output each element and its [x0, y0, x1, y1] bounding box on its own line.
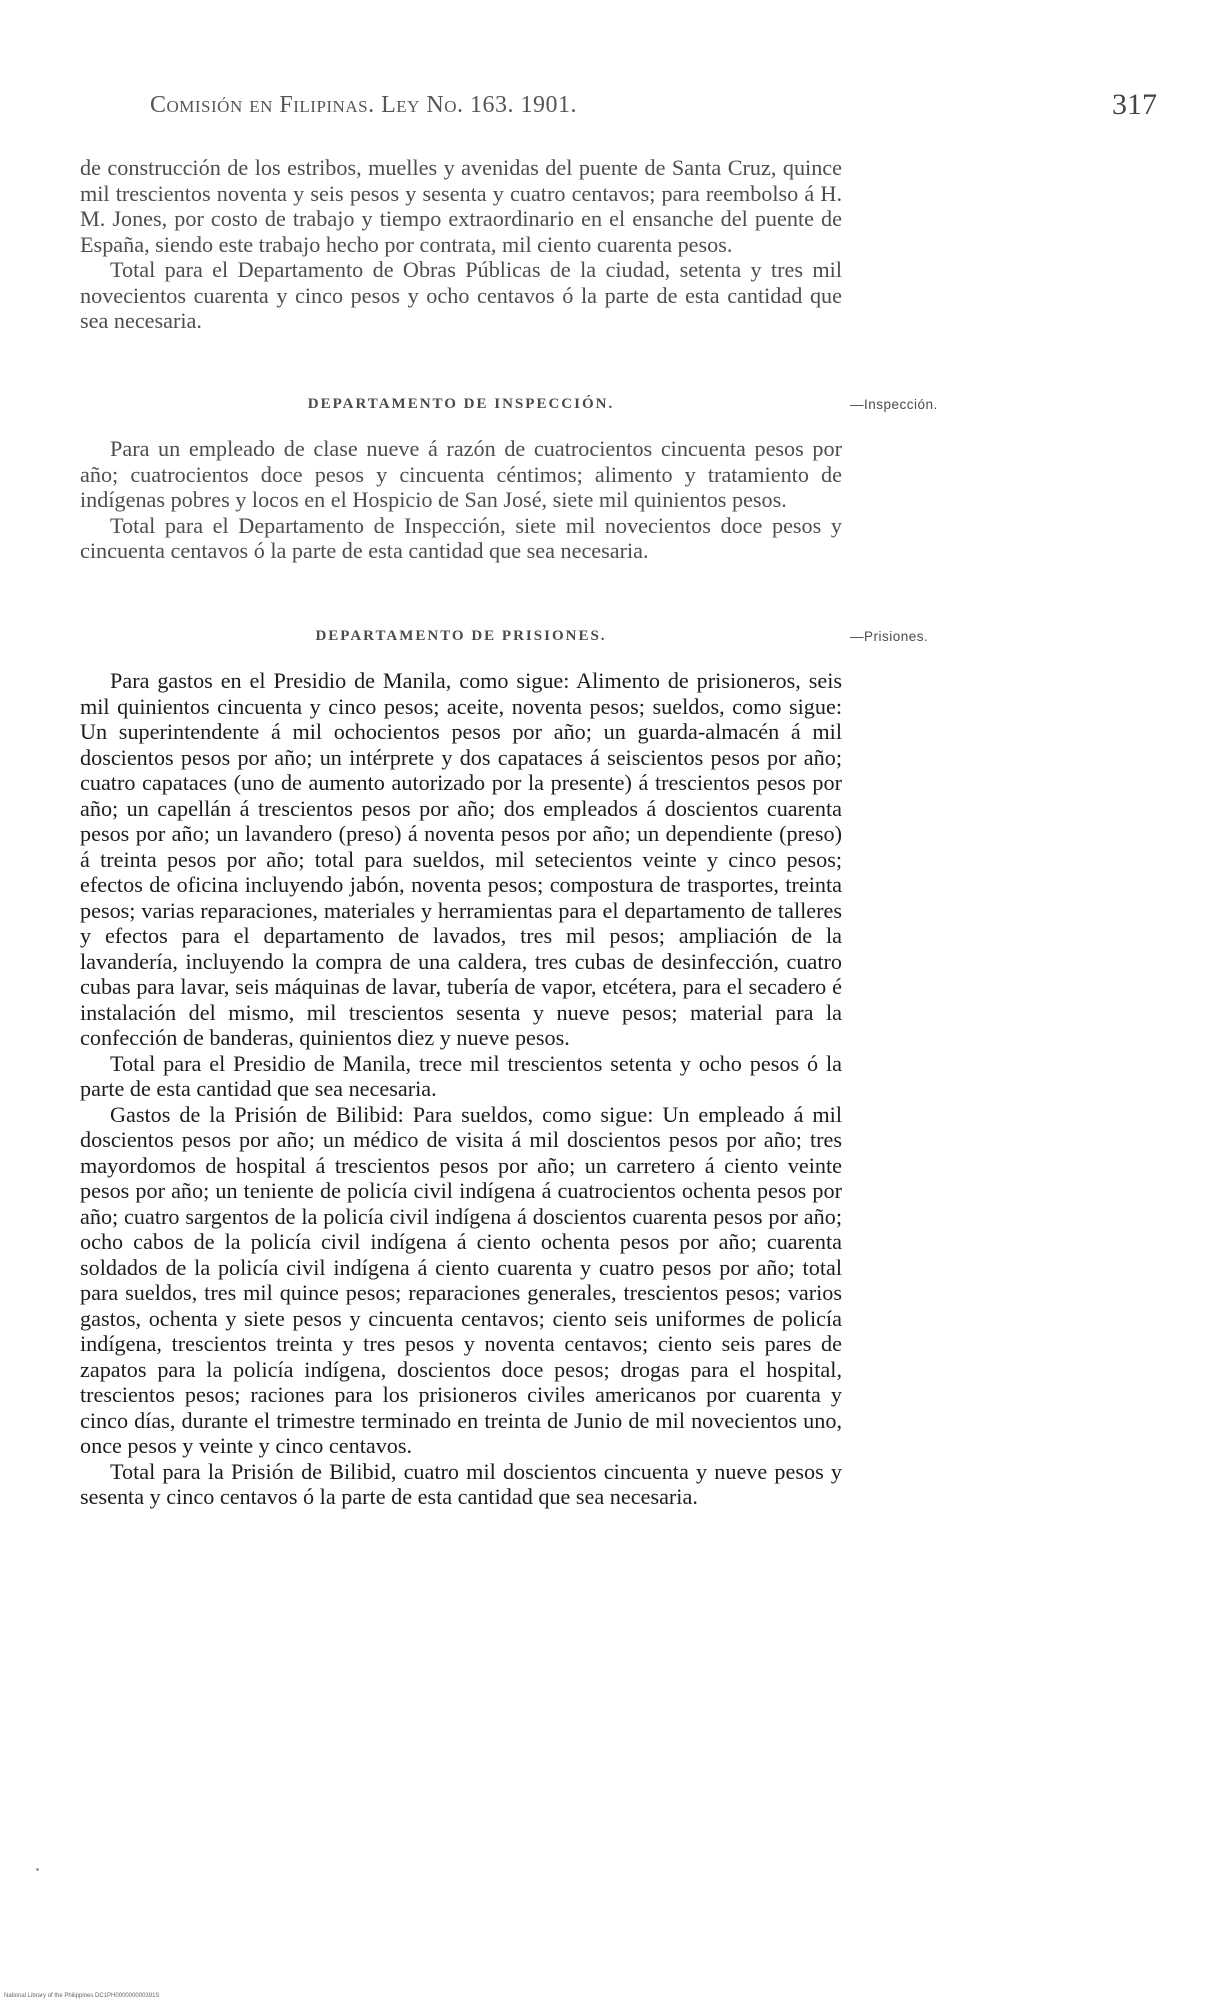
page-number: 317	[1112, 88, 1157, 121]
intro-paragraph-1: de construcción de los estribos, muelles y avenidas del puente de Santa Cruz, quince mil trescientos noventa y seis pesos y sesenta y cuatro centavos; para reembolso á H. M. Jones, por costo de trabajo y tiempo extraordinario en el ensanche del puente de España, siendo este trabajo hecho por contrata, mil ciento cuarenta pesos.	[80, 155, 842, 257]
margin-note-prisiones: —Prisiones.	[850, 629, 929, 644]
heading-prisiones: DEPARTAMENTO DE PRISIONES.	[315, 628, 607, 644]
margin-note-inspeccion: —Inspección.	[850, 397, 938, 412]
heading-inspeccion: DEPARTAMENTO DE INSPECCIÓN.	[307, 396, 615, 412]
intro-block	[80, 155, 842, 334]
scan-speck	[36, 1868, 39, 1871]
library-credit: National Library of the Philippines DC1PH000000000391S	[4, 1993, 160, 1999]
running-title: Comisión en Filipinas. Ley No. 163. 1901.	[150, 92, 578, 118]
inspeccion-paragraph-2: Total para el Departamento de Inspección, siete mil novecientos doce pesos y cincuenta centavos ó la parte de esta cantidad que sea necesaria.	[80, 512, 842, 563]
prisiones-paragraph-1: Para gastos en el Presidio de Manila, como sigue: Alimento de prisioneros, seis mil quinientos cincuenta y cinco pesos; aceite, noventa pesos; sueldos, como sigue: Un superintendente á mil ochocientos pesos por año; un guarda-almacén á mil doscientos pesos por año; un intérprete y dos capataces á seiscientos pesos por año; cuatro capataces (uno de aumento autorizado por la presente) á trescientos pesos por año; un capellán á trescientos pesos por año; dos empleados á doscientos cuarenta pesos por año; un lavandero (preso) á noventa pesos por año; un dependiente (preso) á treinta pesos por año; total para sueldos, mil setecientos veinte y cinco pesos; efectos de oficina incluyendo jabón, noventa pesos; compostura de trasportes, treinta pesos; varias reparaciones, materiales y herramientas para el departamento de talleres y efectos para el departamento de lavados, tres mil pesos; ampliación de la lavandería, incluyendo la compra de una caldera, tres cubas de desinfección, cuatro cubas para lavar, seis máquinas de lavar, tubería de vapor, etcétera, para el secadero é instalación del mismo, mil trescientos sesenta y nueve pesos; material para la confección de banderas, quinientos diez y nueve pesos.	[80, 668, 842, 1050]
inspeccion-block	[80, 436, 842, 564]
prisiones-paragraph-3: Gastos de la Prisión de Bilibid: Para sueldos, como sigue: Un empleado á mil doscientos pesos por año; un médico de visita á mil doscientos pesos por año; tres mayordomos de hospital á trescientos pesos por año; un carretero á ciento veinte pesos por año; un teniente de policía civil indígena á cuatrocientos ochenta pesos por año; cuatro sargentos de la policía civil indígena á doscientos cuarenta pesos por año; ocho cabos de la policía civil indígena á ciento ochenta pesos por año; cuarenta soldados de la policía civil indígena á ciento cuarenta y cuatro pesos por año; total para sueldos, tres mil quince pesos; reparaciones generales, trescientos pesos; varios gastos, ochenta y siete pesos y cincuenta centavos; ciento seis uniformes de policía indígena, trescientos treinta y tres pesos y noventa centavos; ciento seis pares de zapatos para la policía indígena, doscientos doce pesos; drogas para el hospital, trescientos pesos; raciones para los prisioneros civiles americanos por cuarenta y cinco días, durante el trimestre terminado en treinta de Junio de mil novecientos uno, once pesos y veinte y cinco centavos.	[80, 1101, 842, 1458]
prisiones-paragraph-2: Total para el Presidio de Manila, trece mil trescientos setenta y ocho pesos ó la parte de esta cantidad que sea necesaria.	[80, 1050, 842, 1101]
intro-paragraph-2: Total para el Departamento de Obras Públicas de la ciudad, setenta y tres mil novecientos cuarenta y cinco pesos y ocho centavos ó la parte de esta cantidad que sea necesaria.	[80, 257, 842, 333]
prisiones-paragraph-4: Total para la Prisión de Bilibid, cuatro mil doscientos cincuenta y nueve pesos y sesenta y cinco centavos ó la parte de esta cantidad que sea necesaria.	[80, 1458, 842, 1509]
running-header	[150, 92, 1070, 119]
prisiones-block	[80, 668, 842, 1510]
inspeccion-paragraph-1: Para un empleado de clase nueve á razón de cuatrocientos cincuenta pesos por año; cuatrocientos doce pesos y cincuenta céntimos; alimento y tratamiento de indígenas pobres y locos en el Hospicio de San José, siete mil quinientos pesos.	[80, 436, 842, 512]
